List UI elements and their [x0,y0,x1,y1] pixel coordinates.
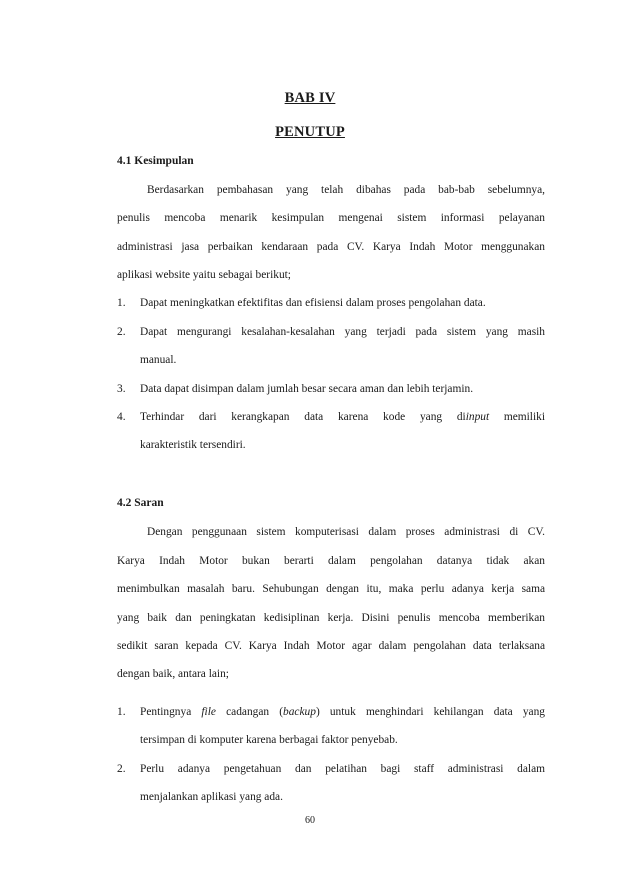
list-item-text-part: memiliki [489,411,546,423]
paragraph-line: Berdasarkan pembahasan yang telah dibahas pada bab-bab sebelumnya, [147,184,545,196]
list-number: 1. [117,706,126,718]
paragraph-line: dengan baik, antara lain; [117,668,229,680]
list-item-text: karakteristik tersendiri. [140,439,246,451]
list-item-text: Dapat mengurangi kesalahan-kesalahan yang terjadi pada sistem yang masih [140,326,545,338]
paragraph-line: Dengan penggunaan sistem komputerisasi dalam proses administrasi di CV. [147,526,545,538]
section-heading-kesimpulan: 4.1 Kesimpulan [117,155,194,167]
list-item-text-part: Terhindar dari kerangkapan data karena kode yang di [140,411,466,423]
list-number: 4. [117,411,126,423]
paragraph-line: aplikasi website yaitu sebagai berikut; [117,269,291,281]
list-item-italic: file [201,706,216,718]
list-number: 2. [117,326,126,338]
list-item-italic: backup [283,706,316,718]
paragraph-line: sedikit saran kepada CV. Karya Indah Motor agar dalam pengolahan data terlaksana [117,640,545,652]
list-number: 3. [117,383,126,395]
section-heading-saran: 4.2 Saran [117,497,164,509]
list-item-italic: input [465,411,490,423]
list-number: 2. [117,763,126,775]
paragraph-line: penulis mencoba menarik kesimpulan mengenai sistem informasi pelayanan [117,212,545,224]
list-item-text: manual. [140,354,177,366]
list-item-text-part: Pentingnya [140,706,202,718]
page-number: 60 [305,815,315,826]
list-item-text: menjalankan aplikasi yang ada. [140,791,283,803]
list-item-text-part: ) untuk menghindari kehilangan data yang [315,706,545,718]
chapter-title: PENUTUP [275,124,345,140]
paragraph-line: menimbulkan masalah baru. Sehubungan dengan itu, maka perlu adanya kerja sama [117,583,545,595]
paragraph-line: Karya Indah Motor bukan berarti dalam pengolahan datanya tidak akan [117,555,545,567]
list-item-text-part: cadangan ( [215,706,284,718]
list-number: 1. [117,297,126,309]
list-item-text: Perlu adanya pengetahuan dan pelatihan bagi staff administrasi dalam [140,763,545,775]
paragraph-line: yang baik dan peningkatan kedisiplinan kerja. Disini penulis mencoba memberikan [117,612,545,624]
list-item-text: Data dapat disimpan dalam jumlah besar secara aman dan lebih terjamin. [140,383,474,395]
list-item-text: Dapat meningkatkan efektifitas dan efisiensi dalam proses pengolahan data. [140,297,486,309]
list-item-text [140,705,545,719]
chapter-number: BAB IV [284,90,336,106]
paragraph-line: administrasi jasa perbaikan kendaraan pada CV. Karya Indah Motor menggunakan [117,241,545,253]
list-item-text [140,410,545,424]
list-item-text: tersimpan di komputer karena berbagai faktor penyebab. [140,734,398,746]
